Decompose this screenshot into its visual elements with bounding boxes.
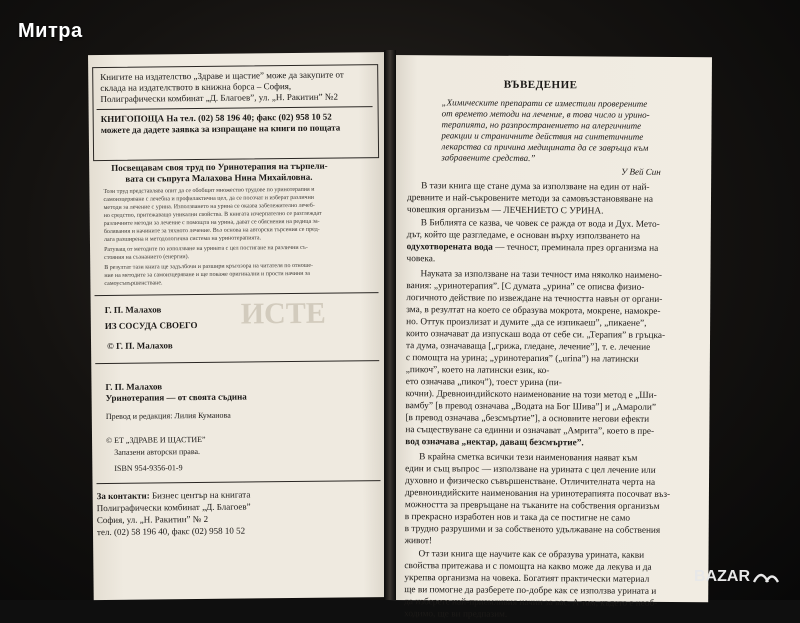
science-line: [в превод означава „безсмъртие”], а основните негови ефекти (405, 413, 650, 425)
bg-author: Г. П. Малахов (105, 381, 163, 392)
section-divider (95, 360, 379, 364)
contacts-line: София, ул. „Н. Ракитин” № 2 (96, 513, 209, 526)
science-line: зма, в резултат на което се образува мокрота, мокрене, намокре- (406, 305, 661, 317)
closing-line: ходимо, ще ви предпазим. (404, 609, 508, 620)
contacts-line: Полиграфически комбинат „Д. Благоев” (96, 501, 251, 514)
intro-line: древните и най-съкровените методи за самовъзстановяване на (406, 193, 654, 205)
show-through-print: ИСТЕ (240, 296, 326, 331)
bg-title: Уринотерапия — от своята съдина (105, 391, 247, 403)
preface-line: В резултат тази книга ще задълбочи и разшири кръгозора на читателя по отноше- (104, 262, 314, 271)
science-line: на съществуване са единни и означават „Амрита”, което в пре- (405, 425, 655, 437)
closing-line: укрепва организма на човека. Богатият практически материал (404, 573, 650, 585)
publisher-copyright: © ЕТ „ЗДРАВЕ И ЩАСТИЕ” (106, 434, 206, 445)
rights-notice: Запазени авторски права. (114, 446, 201, 457)
preface-line: различните методи за лечение с помощта на урина, дават се обяснения на редица за- (103, 218, 320, 227)
meaning-line: един и същ въпрос — използване на урината с цел лечение или (405, 464, 656, 476)
dedication-line: вата си съпруга Малахова Нина Михайловна. (125, 171, 313, 184)
meaning-line: духовно и физическо съвършенстване. Отличителната черта на (404, 476, 656, 488)
closing-line: ще ви помогне да разберете по-добре как се използва урината и (404, 585, 657, 597)
intro-line-text: човешкия организъм — (406, 205, 504, 216)
contacts-label: За контакти: (96, 490, 150, 502)
preface-line: ние на методите за самоизцеряване и ще покаже оригинални и прости начини за (104, 270, 310, 279)
meaning-line: живот! (404, 536, 433, 547)
bible-line: човека. (406, 254, 436, 265)
dedication-line: Посвещавам своя труд по Уринотерапия на търпели- (111, 160, 328, 173)
mail-order-line: можете да дадете заявка за изпращане на книги по пощата (100, 122, 341, 136)
preface-line: самоусъвършенстване. (104, 280, 163, 287)
science-line: които означават да изпускаш вода от себе си. „Терапия” в гръцка- (406, 329, 666, 341)
epigraph-line: от времето методи на лечение, в това число и урино- (441, 108, 650, 120)
closing-line: да изберете най-приемливия начин за вас. А там, където е необ- (404, 597, 658, 609)
bible-line: дът, който ще разгледаме, е основан върху използването на (406, 230, 641, 242)
chapter-heading: ВЪВЕДЕНИЕ (503, 78, 578, 92)
science-line: „пикоч”, което на латински език, ко- (405, 365, 550, 377)
preface-line: методи за лечение с урина. Използването на урина се оказва забележително лечеб- (103, 202, 315, 211)
contacts-line (97, 489, 251, 502)
mail-order-line: КНИГОПОЩА На тел. (02) 58 196 40; факс (02) 958 10 52 (100, 111, 332, 125)
translator-credit: Превод и редакция: Лилия Куманова (105, 410, 231, 421)
section-divider (96, 480, 380, 484)
epigraph-author: У Вей Син (621, 166, 661, 177)
meaning-line: древноиндийските наименования на уринотерапията посочват въз- (404, 488, 671, 500)
meaning-line: можността за превръщане на тъканите на собствения организъм (404, 500, 660, 512)
contacts-line: тел. (02) 58 196 40, факс (02) 958 10 52 (96, 525, 246, 538)
site-watermark: Митра (18, 20, 83, 42)
ru-title: ИЗ СОСУДА СВОЕГО (104, 320, 198, 331)
science-line: кочни). Древноиндийското наименование на този метод е „Ши- (405, 389, 657, 401)
publisher-line: Книгите на издателство „Здраве и щастие” може да закупите от (100, 69, 344, 83)
ru-copyright: © Г. П. Малахов (107, 340, 173, 351)
preface-line: но средство, притежаващо уникални свойства. В книгата изчерпателно се разглеждат (103, 210, 322, 219)
closing-line: свойства притежава и с помощта на какво може да лекува и да (404, 561, 652, 573)
science-line: но. Оттук произлизат и думите „да се изпикаеш”, „пикаене”, (406, 317, 647, 329)
preface-line: стояния на съзнанието (енергии). (104, 254, 190, 261)
bold-term: одухотворената вода (406, 242, 493, 253)
section-divider (95, 292, 379, 296)
preface-line: Ратуващ от методите по използване на урината с цел постигане на различни съ- (104, 244, 308, 253)
bazar-logo-text: BAZAR (694, 568, 750, 585)
epigraph-line: лекарства са причина медицината да се завръща към (441, 141, 649, 153)
meaning-line: В крайна сметка всички тези наименования наяват към (419, 452, 638, 464)
bible-line: В Библията се казва, че човек се ражда от вода и Дух. Мето- (420, 218, 660, 230)
meaning-line: в трудно разрушими и за собственото удължаване на собствения (404, 524, 661, 536)
epigraph-line: „Химическите препарати се изместили проверените (441, 97, 648, 109)
preface-line: болявания и начините за тяхното лечение. Въз основа на авторски търсения се пред- (103, 226, 320, 235)
science-line: Науката за използване на тази течност има няколко наимено- (420, 269, 663, 281)
preface-line: самоизцеряване с лечебна и профилактична цел, да се посочат и изберат различни (103, 194, 315, 203)
publisher-line: склада на издателството в книжна борса – София, (100, 81, 292, 94)
science-line: логичното действие по извеждане на течността навън от органи- (406, 293, 663, 305)
contacts-line-rest: Бизнес център на книгата (151, 489, 251, 501)
preface-line: Този труд представлява опит да се обобщят множество трудове по уринотерапия и (103, 186, 315, 195)
science-line: с помощта на урина; „уринотерапия” („urina”) на латински (405, 353, 639, 365)
bazar-logo (692, 560, 782, 590)
intro-line-caps: ЛЕЧЕНИЕТО С УРИНА. (503, 205, 604, 217)
preface-line: лага разширена и методологична система на уринотерапията. (103, 235, 262, 243)
ru-author: Г. П. Малахов (104, 304, 162, 315)
right-page (388, 55, 712, 620)
epigraph-line: терапията, но разпространението на алергичните (441, 119, 642, 131)
science-line: ето означава „пикоч”), тоест урина (пи- (405, 377, 562, 389)
left-page (88, 52, 394, 600)
isbn: ISBN 954-9356-01-9 (114, 463, 183, 473)
bible-line (407, 242, 659, 255)
book-gutter (384, 50, 396, 600)
closing-line: От тази книга ще научите как се образува урината, какви (418, 549, 645, 561)
publisher-line: Полиграфически комбинат „Д. Благоев”, ул. „Н. Ракитин” №2 (100, 91, 338, 105)
science-line: вамбу” [в превод означава „Водата на Бог Шива”] и „Амароли” (405, 401, 657, 413)
science-line: та дума, означаваща [„грижа, гледане, лечение”], т. е. лечение (405, 341, 651, 353)
bible-line-rest: — течност, преминала през организма на (492, 242, 659, 254)
meaning-line: в прекрасно изработен нов и така да се постигне не само (404, 512, 631, 524)
intro-line (407, 205, 604, 218)
epigraph-line: забравените средства.” (441, 152, 536, 164)
science-line: вания: „уринотерапия”. [С думата „урина” се описва физио- (406, 281, 645, 293)
intro-line: В тази книга ще стане дума за използване на един от най- (421, 181, 650, 193)
logo-arc-icon (766, 577, 778, 583)
nectar-line: вод означава „нектар, даващ безсмъртие”. (405, 437, 584, 449)
epigraph-line: реакции и страничните действия на синтетичните (441, 130, 644, 142)
